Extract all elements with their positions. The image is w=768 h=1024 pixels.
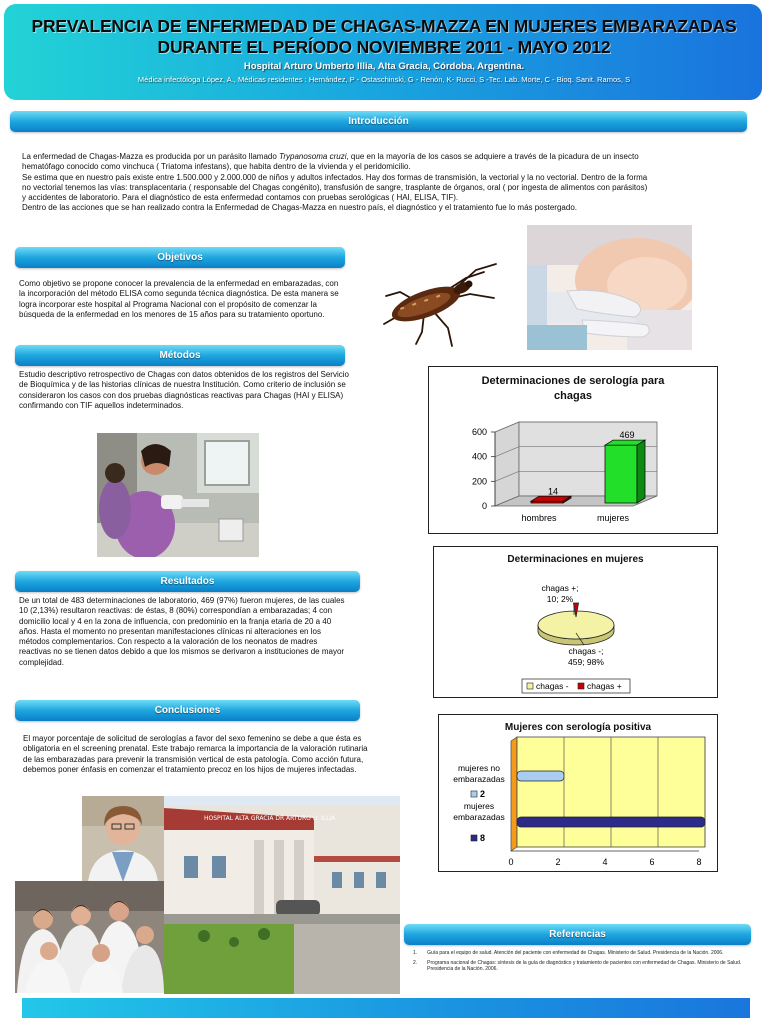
slice-label-positivo: chagas +;	[541, 583, 579, 593]
y-category-label: mujeres	[463, 801, 495, 811]
section-title-conclusiones: Conclusiones	[15, 700, 360, 721]
legend-swatch-positivo	[578, 683, 584, 689]
chart2-title: Determinaciones en mujeres	[507, 554, 644, 565]
reference-text: Programa nacional de Chagas: síntesis de la guía de diagnóstico y tratamiento de pacientes con enfermedad de Chagas. Ministerio de Salud. Presidencia de la Nación. 2006.	[427, 959, 742, 972]
x-tick-label: 2	[555, 857, 561, 867]
x-tick-label: hombres	[521, 513, 557, 523]
section-title-objetivos: Objetivos	[15, 247, 345, 268]
slice-value-negativo: 459; 98%	[568, 657, 604, 667]
intro-line6: Dentro de las acciones que se han realizado contra la Enfermedad de Chagas-Mazza en nuestro país, el diagnóstico y el tratamiento fue lo más postergado.	[22, 203, 577, 213]
reference-number: 1.	[413, 950, 418, 956]
legend-label-positivo: chagas +	[587, 681, 622, 691]
vinchuca-insect-image	[378, 258, 502, 350]
metodos-text: Estudio descriptivo retrospectivo de Chagas con datos obtenidos de los registros del Servicio de Bioquímica y de las historias clínicas de nuestra Institución. Como criterio de inclusión se consideraron los casos con dos pruebas diagnósticas reactivas para Chagas (HAI y ELISA) confirmando con TIF aquellos indeterminados.	[19, 370, 349, 410]
slice-value-positivo: 10; 2%	[546, 594, 574, 604]
prenatal-exam-photo	[527, 225, 692, 350]
laboratory-photo	[97, 433, 259, 557]
reference-text: Guía para el equipo de salud. Atención del paciente con enfermedad de Chagas. Ministerio de Salud. Presidencia de la Nación. 2006.	[427, 950, 724, 956]
section-title-resultados: Resultados	[15, 571, 360, 592]
legend-swatch-negativo	[527, 683, 533, 689]
intro-line3: Se estima que en nuestro país existe entre 1.500.000 y 2.000.000 de niños y adultos infectados. Hay dos formas de transmisión, la vectorial y la no vectorial. Dentro de la forma	[22, 172, 648, 182]
x-tick-label: 6	[649, 857, 655, 867]
hospital-building-photo	[164, 796, 400, 994]
hospital-sign-text: HOSPITAL ALTA GRACIA DR ARTURO U. ILLIA	[204, 815, 336, 822]
y-tick-label: 400	[471, 451, 487, 462]
intro-text	[22, 152, 742, 214]
resultados-text: De un total de 483 determinaciones de laboratorio, 469 (97%) fueron mujeres, de las cuales 10 (2,13%) resultaron reactivas: de éstas, 8 (80%) correspondían a embarazadas; 4 con domicilio local y 4 en la zona de influencia, con predominio en la franja etaria de 20 a 40 años. Hasta el momento no presentan manifestaciones clínicas ni alteraciones en los métodos complementarios. Con respecto a la valoración de los neonatos de madres reactivas no se tienen datos debido a que los mismos se derivaron a instituciones de mayor complejidad.	[19, 596, 345, 667]
chart-serologia-box	[428, 366, 718, 534]
x-tick-label: mujeres	[596, 513, 630, 523]
bar-mujeres-no-embarazadas	[517, 771, 564, 781]
reference-item	[413, 960, 753, 973]
y-tick-label: 600	[471, 427, 487, 437]
medical-team-photo	[15, 881, 164, 993]
poster-title-line2: DURANTE EL PERÍODO NOVIEMBRE 2011 - MAYO 2012	[157, 37, 611, 57]
chart1-title: Determinaciones de serología para chagas	[481, 375, 665, 402]
chart3-title: Mujeres con serología positiva	[504, 722, 652, 733]
intro-line1b: , que en la mayoría de los casos se adquiere a través de la picadura de un insecto	[346, 152, 639, 161]
bar-mujeres	[605, 445, 637, 503]
chart-mujeres-plot	[434, 547, 717, 697]
y-category-label: embarazadas	[453, 774, 505, 784]
section-title-referencias: Referencias	[404, 924, 751, 945]
value-swatch	[471, 791, 477, 797]
chart-serologia-plot	[429, 367, 717, 533]
x-tick-label: 4	[602, 857, 608, 867]
x-tick-label: 8	[696, 857, 702, 867]
reference-number: 2.	[413, 959, 418, 966]
chart-mujeres-box	[433, 546, 718, 698]
doctor-portrait-photo	[82, 796, 164, 882]
data-label: 14	[547, 486, 559, 497]
authors-line: Médica infectóloga López, A., Médicas residentes : Hernández, P - Ostaschinski, G - Renón, K- Rucci, S -Tec. Lab. Morte, C - Bioq. Sanit. Ramos, S	[137, 75, 631, 84]
intro-line1a: La enfermedad de Chagas-Mazza es producida por un parásito llamado	[22, 152, 280, 161]
intro-italic-species: Trypanosoma cruzi	[279, 152, 347, 161]
referencias-list	[413, 950, 753, 973]
intro-line4: no vectorial tenemos las vías: transplacentaria ( responsable del Chagas congénito), transfusión de sangre, trasplante de órganos, oral ( por ingesta de alimentos con parásitos)	[22, 182, 648, 192]
intro-line2: hematófago conocido como vinchuca ( Triatoma infestans), que habita dentro de la vivienda y el peridomicilio.	[22, 162, 411, 172]
section-title-metodos: Métodos	[15, 345, 345, 366]
y-tick-label: 0	[481, 501, 487, 511]
legend-label-negativo: chagas -	[536, 681, 569, 691]
x-tick-label: 0	[508, 857, 514, 867]
bar-side	[637, 440, 645, 503]
plot-side-wall	[511, 737, 517, 851]
conclusiones-text: El mayor porcentaje de solicitud de serologías a favor del sexo femenino se debe a que ésta es obligatoria en el screening prenatal. Este trabajo remarca la importancia de la valoración rutinaria de las embarazadas para prevenir la transmisión vertical de esta patología. Como acción futura, debemos poner énfasis en comenzar el tratamiento precoz en los hijos de mujeres infectadas.	[23, 734, 368, 774]
chart-positivas-plot	[439, 715, 717, 871]
value-label: 2	[480, 789, 486, 799]
footer-bar	[22, 998, 750, 1018]
bar-mujeres-embarazadas	[517, 817, 705, 827]
slice-label-negativo: chagas -;	[568, 646, 604, 656]
y-category-label: embarazadas	[453, 812, 505, 822]
chart-positivas-box	[438, 714, 718, 872]
reference-item	[413, 950, 753, 957]
y-tick-label: 200	[471, 476, 487, 487]
plot-side-wall	[495, 422, 519, 506]
section-title-introduccion: Introducción	[10, 111, 747, 132]
data-label: 469	[619, 430, 635, 441]
value-label: 8	[480, 833, 486, 843]
objetivos-text: Como objetivo se propone conocer la prevalencia de la enfermedad en embarazadas, con la incorporación del método ELISA como segunda técnica diagnóstica. De esta manera se logra incorporar este hospital al Programa Nacional con el propósito de comenzar la búsqueda de la enfermedad en los menores de 15 años para su tratamiento oportuno.	[19, 279, 339, 319]
intro-line5: y accidentes de laboratorio. Para el diagnóstico de esta enfermedad contamos con pruebas serológicas ( HAI, ELISA, TIF).	[22, 193, 459, 203]
poster-title-line1: PREVALENCIA DE ENFERMEDAD DE CHAGAS-MAZZA EN MUJERES EMBARAZADAS	[31, 16, 737, 36]
value-swatch	[471, 835, 477, 841]
y-category-label: mujeres no	[457, 763, 501, 773]
hospital-line: Hospital Arturo Umberto Illia, Alta Gracia, Córdoba, Argentina.	[243, 61, 525, 72]
